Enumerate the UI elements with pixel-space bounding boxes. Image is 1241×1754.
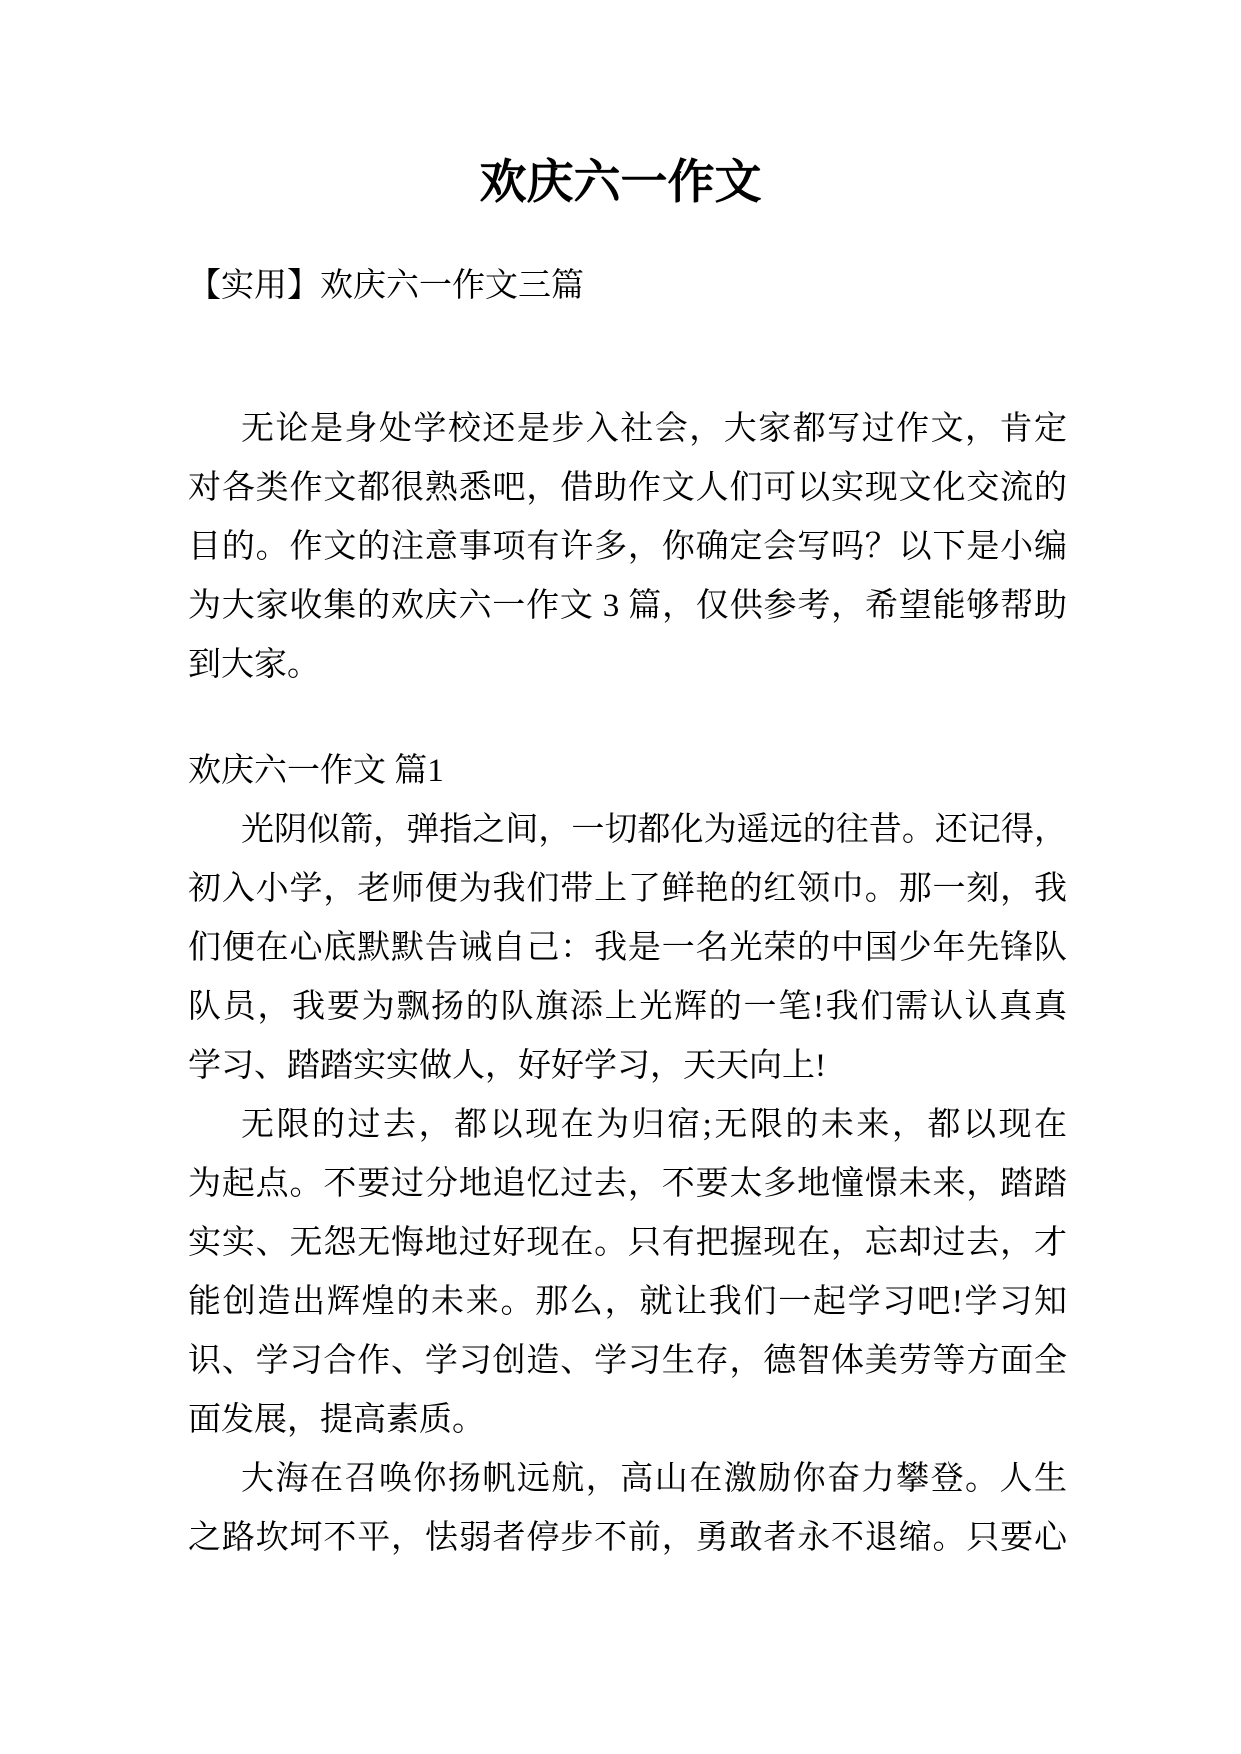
text-line: 们便在心底默默告诫自己：我是一名光荣的中国少年先锋队 — [188, 930, 1067, 966]
text-line: 对各类作文都很熟悉吧，借助作文人们可以实现文化交流的 — [188, 470, 1067, 506]
text-line: 识、学习合作、学习创造、学习生存，德智体美劳等方面全 — [188, 1343, 1067, 1379]
text-line: 队员，我要为飘扬的队旗添上光辉的一笔!我们需认认真真 — [188, 989, 1067, 1025]
text-line: 面发展，提高素质。 — [188, 1402, 485, 1438]
text-line: 光阴似箭，弹指之间，一切都化为遥远的往昔。还记得， — [241, 812, 1067, 848]
paragraph — [188, 801, 1067, 1096]
text-line: 为大家收集的欢庆六一作文 3 篇，仅供参考，希望能够帮助 — [188, 588, 1067, 624]
text-line: 之路坎坷不平，怯弱者停步不前，勇敢者永不退缩。只要心 — [188, 1520, 1067, 1556]
section-heading: 欢庆六一作文 篇1 — [188, 753, 444, 789]
document-subtitle: 【实用】欢庆六一作文三篇 — [188, 268, 584, 304]
text-line: 为起点。不要过分地追忆过去，不要太多地憧憬未来，踏踏 — [188, 1166, 1067, 1202]
document-title: 欢庆六一作文 — [479, 157, 762, 209]
paragraph — [188, 1450, 1067, 1568]
intro-paragraph — [188, 400, 1067, 695]
text-line: 实实、无怨无悔地过好现在。只有把握现在，忘却过去，才 — [188, 1225, 1067, 1261]
paragraph — [188, 1096, 1067, 1450]
text-line: 无论是身处学校还是步入社会，大家都写过作文，肯定 — [241, 411, 1067, 447]
text-line: 目的。作文的注意事项有许多，你确定会写吗？以下是小编 — [188, 529, 1067, 565]
text-line: 能创造出辉煌的未来。那么，就让我们一起学习吧!学习知 — [188, 1284, 1067, 1320]
document-body — [188, 257, 1067, 1568]
text-line: 学习、踏踏实实做人，好好学习，天天向上! — [188, 1048, 826, 1084]
text-line: 到大家。 — [188, 647, 320, 683]
text-line: 大海在召唤你扬帆远航，高山在激励你奋力攀登。人生 — [241, 1461, 1067, 1497]
text-line: 无限的过去，都以现在为归宿;无限的未来，都以现在 — [241, 1107, 1067, 1143]
text-line: 初入小学，老师便为我们带上了鲜艳的红领巾。那一刻，我 — [188, 871, 1067, 907]
